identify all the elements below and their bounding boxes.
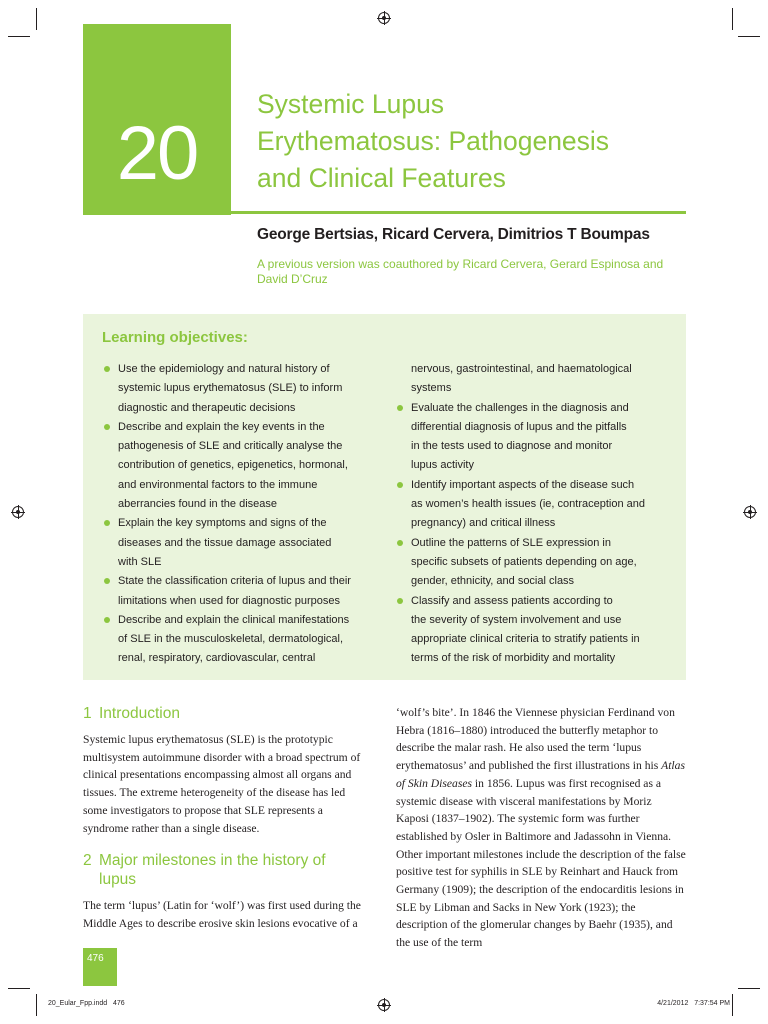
crop-mark bbox=[8, 988, 30, 989]
objective-line: Evaluate the challenges in the diagnosis and bbox=[411, 401, 629, 414]
objectives-list-right bbox=[394, 360, 674, 669]
crop-mark bbox=[738, 36, 760, 37]
bullet-icon bbox=[104, 366, 110, 372]
section-heading-history bbox=[83, 851, 365, 889]
objective-line: specific subsets of patients depending on age, bbox=[411, 555, 637, 568]
registration-mark-icon bbox=[378, 999, 390, 1011]
objective-line: as women’s health issues (ie, contraception and bbox=[411, 498, 645, 511]
objective-line: gender, ethnicity, and social class bbox=[411, 575, 575, 588]
objective-line: appropriate clinical criteria to stratify patients in bbox=[411, 633, 640, 646]
title-divider bbox=[83, 211, 686, 214]
bullet-icon bbox=[397, 540, 403, 546]
registration-mark-icon bbox=[12, 506, 24, 518]
objective-line: pregnancy) and critical illness bbox=[411, 517, 556, 530]
objective-item bbox=[394, 534, 674, 592]
chapter-title-line: Systemic Lupus bbox=[257, 89, 445, 119]
objective-line: nervous, gastrointestinal, and haematological bbox=[411, 363, 632, 375]
page-number: 476 bbox=[87, 953, 104, 964]
intro-paragraph: Systemic lupus erythematosus (SLE) is the prototypic multisystem autoimmune disorder with a broad spectrum of clinical presentations encompassing almost all organs and tissues. The extreme heterogeneity of the disease has led some investigators to propose that SLE represents a syndrome rather than a single disease. bbox=[83, 733, 361, 835]
objective-item bbox=[101, 611, 379, 669]
previous-version-line: David D’Cruz bbox=[257, 272, 328, 286]
bullet-icon bbox=[104, 578, 110, 584]
crop-mark bbox=[8, 36, 30, 37]
history-paragraph-continued bbox=[396, 704, 686, 952]
objective-line: Classify and assess patients according to bbox=[411, 594, 613, 607]
file-info: 20_Eular_Fpp.indd 476 bbox=[48, 1000, 125, 1007]
objective-line: State the classification criteria of lupus and their bbox=[118, 575, 351, 588]
objective-item bbox=[394, 592, 674, 669]
bullet-icon bbox=[397, 482, 403, 488]
objective-item bbox=[101, 418, 379, 514]
bullet-icon bbox=[104, 424, 110, 430]
objective-continuation bbox=[394, 360, 674, 399]
crop-mark bbox=[732, 994, 733, 1016]
objective-line: with SLE bbox=[118, 555, 162, 568]
bullet-icon bbox=[104, 617, 110, 623]
crop-mark bbox=[36, 994, 37, 1016]
chapter-number-box bbox=[83, 24, 231, 215]
objective-line: limitations when used for diagnostic purposes bbox=[118, 594, 340, 607]
objective-item bbox=[394, 476, 674, 534]
chapter-title-line: Erythematosus: Pathogenesis bbox=[257, 126, 610, 156]
bullet-icon bbox=[104, 520, 110, 526]
objective-line: systems bbox=[411, 382, 452, 395]
objective-item bbox=[394, 399, 674, 476]
section-number: 1 bbox=[83, 705, 92, 722]
objective-item bbox=[101, 360, 379, 418]
section-title: Introduction bbox=[99, 705, 180, 722]
objective-line: aberrancies found in the disease bbox=[118, 498, 277, 511]
bullet-icon bbox=[397, 405, 403, 411]
objective-line: Describe and explain the key events in the bbox=[118, 420, 325, 433]
objective-line: terms of the risk of morbidity and mortality bbox=[411, 652, 616, 665]
objective-line: Use the epidemiology and natural history of bbox=[118, 363, 330, 375]
objective-line: in the tests used to diagnose and monitor bbox=[411, 440, 613, 453]
objective-line: renal, respiratory, cardiovascular, central bbox=[118, 652, 316, 665]
objective-item bbox=[101, 514, 379, 572]
crop-mark bbox=[732, 8, 733, 30]
section-number: 2 bbox=[83, 852, 92, 870]
section-heading-introduction bbox=[83, 704, 365, 723]
objective-line: the severity of system involvement and use bbox=[411, 613, 622, 626]
objective-line: contribution of genetics, epigenetics, hormonal, bbox=[118, 459, 348, 472]
chapter-title-line: and Clinical Features bbox=[257, 163, 506, 193]
objectives-list-left bbox=[101, 360, 379, 669]
history-paragraph-start: The term ‘lupus’ (Latin for ‘wolf’) was first used during the Middle Ages to describe erosive skin lesions evocative of a bbox=[83, 899, 361, 930]
registration-mark-icon bbox=[744, 506, 756, 518]
body-column-right bbox=[396, 704, 686, 962]
page-number-tab bbox=[83, 948, 117, 986]
section-title: Major milestones in the history of bbox=[99, 852, 326, 870]
registration-mark-icon bbox=[378, 12, 390, 24]
chapter-title bbox=[257, 86, 697, 197]
objective-line: Outline the patterns of SLE expression in bbox=[411, 536, 611, 549]
objective-line: differential diagnosis of lupus and the pitfalls bbox=[411, 420, 627, 433]
previous-version-note bbox=[257, 257, 687, 287]
objective-line: lupus activity bbox=[411, 459, 474, 472]
objective-line: diagnostic and therapeutic decisions bbox=[118, 401, 296, 414]
objective-line: diseases and the tissue damage associated bbox=[118, 536, 332, 549]
objective-line: systemic lupus erythematosus (SLE) to inform bbox=[118, 382, 343, 395]
objective-line: pathogenesis of SLE and critically analyse the bbox=[118, 440, 343, 453]
objective-line: Identify important aspects of the disease such bbox=[411, 478, 635, 491]
crop-mark bbox=[738, 988, 760, 989]
objective-line: and environmental factors to the immune bbox=[118, 478, 318, 491]
print-timestamp: 4/21/2012 7:37:54 PM bbox=[657, 1000, 730, 1007]
objective-line: Explain the key symptoms and signs of the bbox=[118, 517, 327, 530]
section-title-continued: lupus bbox=[99, 871, 137, 889]
body-column-left bbox=[83, 704, 365, 943]
learning-objectives-panel bbox=[83, 314, 686, 680]
crop-mark bbox=[36, 8, 37, 30]
history-text: in 1856. Lupus was first recognised as a systemic disease with visceral manifestations by Moriz Kaposi (1837–1902). The systemic form was further established by Osler in Baltimore and Jadassohn in Vienna. Other important milestones include the description of the false positive test for syphilis in SLE by Reinhart and Hauck from Germany (1909); the description of the endocarditis lesions in SLE by Libman and Sacks in New York (1923); the description of the glomerular changes by Baehr (1935), and the use of the term bbox=[396, 776, 686, 950]
objective-item bbox=[101, 572, 379, 611]
objective-line: Describe and explain the clinical manifestations bbox=[118, 613, 350, 626]
book-title: Atlas of Skin Diseases bbox=[396, 759, 685, 790]
authors: George Bertsias, Ricard Cervera, Dimitrios T Boumpas bbox=[257, 226, 650, 243]
previous-version-line: A previous version was coauthored by Ricard Cervera, Gerard Espinosa and bbox=[257, 257, 664, 271]
objectives-heading: Learning objectives: bbox=[102, 329, 248, 346]
chapter-number: 20 bbox=[116, 111, 198, 196]
history-text: ‘wolf’s bite’. In 1846 the Viennese physician Ferdinand von Hebra (1816–1880) introduced the butterfly metaphor to describe the malar rash. He also used the term ‘lupus erythematosus’ and published the first illustrations in his bbox=[396, 706, 675, 773]
objective-line: of SLE in the musculoskeletal, dermatological, bbox=[118, 633, 344, 646]
bullet-icon bbox=[397, 598, 403, 604]
